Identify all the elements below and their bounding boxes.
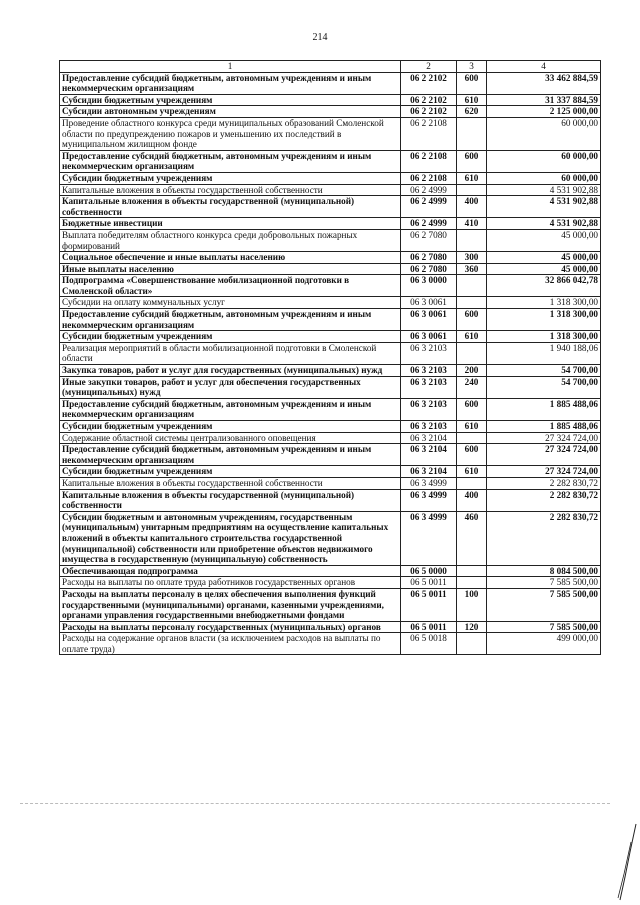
cell-sum: 8 084 500,00: [487, 565, 601, 577]
table-row: [60, 398, 601, 420]
cell-code: 06 2 2102: [401, 106, 457, 118]
cell-name: Субсидии бюджетным учреждениям: [60, 331, 401, 343]
cell-sum: 60 000,00: [487, 150, 601, 172]
table-row: [60, 421, 601, 433]
cell-code: 06 3 2103: [401, 398, 457, 420]
cell-type: 610: [457, 331, 487, 343]
cell-name: Капитальные вложения в объекты государственной собственности: [60, 477, 401, 489]
cell-sum: 27 324 724,00: [487, 466, 601, 478]
cell-code: 06 2 7080: [401, 229, 457, 251]
column-header-name: 1: [60, 61, 401, 73]
cell-sum: 33 462 884,59: [487, 72, 601, 94]
cell-type: [457, 565, 487, 577]
cell-code: 06 3 2104: [401, 444, 457, 466]
cell-sum: 27 324 724,00: [487, 432, 601, 444]
cell-sum: 2 125 000,00: [487, 106, 601, 118]
cell-name: Субсидии бюджетным учреждениям: [60, 466, 401, 478]
cell-name: Расходы на выплаты по оплате труда работников государственных органов: [60, 577, 401, 589]
cell-sum: 4 531 902,88: [487, 184, 601, 196]
table-row: [60, 117, 601, 150]
scan-artifact-line: [20, 803, 610, 804]
cell-type: 610: [457, 466, 487, 478]
cell-type: 600: [457, 444, 487, 466]
cell-name: Предоставление субсидий бюджетным, автономным учреждениям и иным некоммерческим организациям: [60, 72, 401, 94]
cell-type: 200: [457, 365, 487, 377]
cell-type: 600: [457, 72, 487, 94]
cell-type: 300: [457, 252, 487, 264]
cell-type: [457, 342, 487, 364]
cell-sum: 45 000,00: [487, 252, 601, 264]
cell-name: Расходы на выплаты персоналу государственных (муниципальных) органов: [60, 621, 401, 633]
cell-name: Субсидии бюджетным учреждениям: [60, 94, 401, 106]
cell-code: 06 3 4999: [401, 511, 457, 565]
cell-type: 410: [457, 218, 487, 230]
cell-code: 06 2 2108: [401, 117, 457, 150]
table-row: [60, 633, 601, 655]
cell-sum: 7 585 500,00: [487, 621, 601, 633]
cell-sum: 4 531 902,88: [487, 218, 601, 230]
page-number: 214: [312, 32, 328, 43]
cell-type: [457, 633, 487, 655]
cell-sum: 32 866 042,78: [487, 275, 601, 297]
cell-type: [457, 184, 487, 196]
cell-name: Предоставление субсидий бюджетным, автономным учреждениям и иным некоммерческим организациям: [60, 398, 401, 420]
cell-name: Подпрограмма «Совершенствование мобилизационной подготовки в Смоленской области»: [60, 275, 401, 297]
cell-type: 120: [457, 621, 487, 633]
cell-type: 460: [457, 511, 487, 565]
cell-code: 06 3 2104: [401, 432, 457, 444]
cell-code: 06 2 2102: [401, 94, 457, 106]
cell-sum: 1 318 300,00: [487, 331, 601, 343]
cell-code: 06 2 2108: [401, 172, 457, 184]
cell-type: 400: [457, 489, 487, 511]
cell-code: 06 3 4999: [401, 477, 457, 489]
table-row: [60, 477, 601, 489]
cell-sum: 60 000,00: [487, 172, 601, 184]
cell-code: 06 5 0011: [401, 621, 457, 633]
cell-code: 06 3 2103: [401, 342, 457, 364]
cell-code: 06 3 4999: [401, 489, 457, 511]
cell-code: 06 2 7080: [401, 263, 457, 275]
cell-code: 06 3 0061: [401, 331, 457, 343]
cell-name: Предоставление субсидий бюджетным, автономным учреждениям и иным некоммерческим организациям: [60, 150, 401, 172]
column-header-code: 2: [401, 61, 457, 73]
column-header-sum: 4: [487, 61, 601, 73]
cell-type: 620: [457, 106, 487, 118]
cell-code: 06 2 4999: [401, 218, 457, 230]
cell-sum: 45 000,00: [487, 229, 601, 251]
cell-name: Проведение областного конкурса среди муниципальных образований Смоленской области по предупреждению пожаров и уменьшению их последствий в муниципальном жилищном фонде: [60, 117, 401, 150]
table-row: [60, 263, 601, 275]
cell-name: Субсидии на оплату коммунальных услуг: [60, 297, 401, 309]
cell-code: 06 3 0000: [401, 275, 457, 297]
cell-name: Выплата победителям областного конкурса среди добровольных пожарных формирований: [60, 229, 401, 251]
table-row: [60, 577, 601, 589]
cell-type: 600: [457, 309, 487, 331]
cell-sum: 45 000,00: [487, 263, 601, 275]
cell-sum: 31 337 884,59: [487, 94, 601, 106]
cell-sum: 2 282 830,72: [487, 511, 601, 565]
cell-sum: 7 585 500,00: [487, 577, 601, 589]
cell-sum: 2 282 830,72: [487, 477, 601, 489]
cell-name: Субсидии бюджетным учреждениям: [60, 421, 401, 433]
cell-sum: 1 885 488,06: [487, 421, 601, 433]
cell-sum: 499 000,00: [487, 633, 601, 655]
cell-name: Реализация мероприятий в области мобилизационной подготовки в Смоленской области: [60, 342, 401, 364]
cell-type: 360: [457, 263, 487, 275]
cell-type: 100: [457, 588, 487, 621]
cell-code: 06 5 0011: [401, 588, 457, 621]
cell-name: Капитальные вложения в объекты государственной (муниципальной) собственности: [60, 196, 401, 218]
cell-type: 600: [457, 150, 487, 172]
cell-code: 06 2 4999: [401, 196, 457, 218]
table-row: [60, 72, 601, 94]
cell-name: Субсидии бюджетным и автономным учреждениям, государственным (муниципальным) унитарным предприятиям на осуществление капитальных вложений в объекты капитального строительства государственной (муниципальной) собственности или приобретение объектов недвижимого имущества в государственную (муниципальную) собственность: [60, 511, 401, 565]
cell-type: [457, 432, 487, 444]
cell-code: 06 2 7080: [401, 252, 457, 264]
table-row: [60, 432, 601, 444]
cell-type: 610: [457, 94, 487, 106]
table-row: [60, 106, 601, 118]
table-row: [60, 275, 601, 297]
cell-name: Иные закупки товаров, работ и услуг для обеспечения государственных (муниципальных) нужд: [60, 376, 401, 398]
cell-name: Иные выплаты населению: [60, 263, 401, 275]
table-row: [60, 365, 601, 377]
cell-sum: 1 885 488,06: [487, 398, 601, 420]
cell-type: 400: [457, 196, 487, 218]
table-row: [60, 444, 601, 466]
cell-code: 06 2 2108: [401, 150, 457, 172]
table-row: [60, 342, 601, 364]
cell-sum: 1 318 300,00: [487, 297, 601, 309]
cell-code: 06 3 2103: [401, 365, 457, 377]
cell-type: [457, 577, 487, 589]
table-row: [60, 309, 601, 331]
cell-code: 06 3 0061: [401, 309, 457, 331]
table-row: [60, 229, 601, 251]
cell-sum: 1 940 188,06: [487, 342, 601, 364]
cell-type: 610: [457, 421, 487, 433]
cell-type: 600: [457, 398, 487, 420]
table-row: [60, 184, 601, 196]
cell-code: 06 3 2104: [401, 466, 457, 478]
cell-name: Расходы на выплаты персоналу в целях обеспечения выполнения функций государственными (муниципальными) органами, казенными учреждениями, органами управления государственными внебюджетными фондами: [60, 588, 401, 621]
table-row: [60, 218, 601, 230]
table-body: [60, 72, 601, 655]
cell-code: 06 3 2103: [401, 421, 457, 433]
cell-sum: 27 324 724,00: [487, 444, 601, 466]
table-row: [60, 489, 601, 511]
cell-name: Субсидии бюджетным учреждениям: [60, 172, 401, 184]
cell-name: Капитальные вложения в объекты государственной (муниципальной) собственности: [60, 489, 401, 511]
column-header-type: 3: [457, 61, 487, 73]
table-row: [60, 196, 601, 218]
table-row: [60, 588, 601, 621]
cell-name: Субсидии автономным учреждениям: [60, 106, 401, 118]
cell-name: Предоставление субсидий бюджетным, автономным учреждениям и иным некоммерческим организациям: [60, 309, 401, 331]
cell-sum: 54 700,00: [487, 365, 601, 377]
signature-mark: [600, 822, 640, 902]
cell-type: [457, 117, 487, 150]
cell-type: [457, 477, 487, 489]
cell-type: [457, 275, 487, 297]
table-row: [60, 297, 601, 309]
cell-sum: 54 700,00: [487, 376, 601, 398]
cell-sum: 1 318 300,00: [487, 309, 601, 331]
cell-sum: 2 282 830,72: [487, 489, 601, 511]
table-row: [60, 150, 601, 172]
cell-code: 06 2 2102: [401, 72, 457, 94]
cell-type: 610: [457, 172, 487, 184]
cell-sum: 7 585 500,00: [487, 588, 601, 621]
cell-code: 06 5 0000: [401, 565, 457, 577]
table-row: [60, 466, 601, 478]
cell-code: 06 3 2103: [401, 376, 457, 398]
cell-name: Бюджетные инвестиции: [60, 218, 401, 230]
cell-name: Расходы на содержание органов власти (за исключением расходов на выплаты по оплате труда): [60, 633, 401, 655]
cell-type: 240: [457, 376, 487, 398]
cell-code: 06 5 0018: [401, 633, 457, 655]
cell-name: Капитальные вложения в объекты государственной собственности: [60, 184, 401, 196]
table-row: [60, 511, 601, 565]
cell-code: 06 2 4999: [401, 184, 457, 196]
table-row: [60, 376, 601, 398]
cell-name: Содержание областной системы централизованного оповещения: [60, 432, 401, 444]
cell-sum: 4 531 902,88: [487, 196, 601, 218]
cell-name: Социальное обеспечение и иные выплаты населению: [60, 252, 401, 264]
table-row: [60, 94, 601, 106]
cell-sum: 60 000,00: [487, 117, 601, 150]
budget-table: [59, 60, 601, 655]
cell-code: 06 5 0011: [401, 577, 457, 589]
cell-code: 06 3 0061: [401, 297, 457, 309]
table-row: [60, 565, 601, 577]
cell-name: Закупка товаров, работ и услуг для государственных (муниципальных) нужд: [60, 365, 401, 377]
cell-type: [457, 229, 487, 251]
cell-name: Обеспечивающая подпрограмма: [60, 565, 401, 577]
table-row: [60, 621, 601, 633]
table-row: [60, 331, 601, 343]
cell-type: [457, 297, 487, 309]
table-row: [60, 252, 601, 264]
cell-name: Предоставление субсидий бюджетным, автономным учреждениям и иным некоммерческим организациям: [60, 444, 401, 466]
table-row: [60, 172, 601, 184]
table-header-row: [60, 61, 601, 73]
